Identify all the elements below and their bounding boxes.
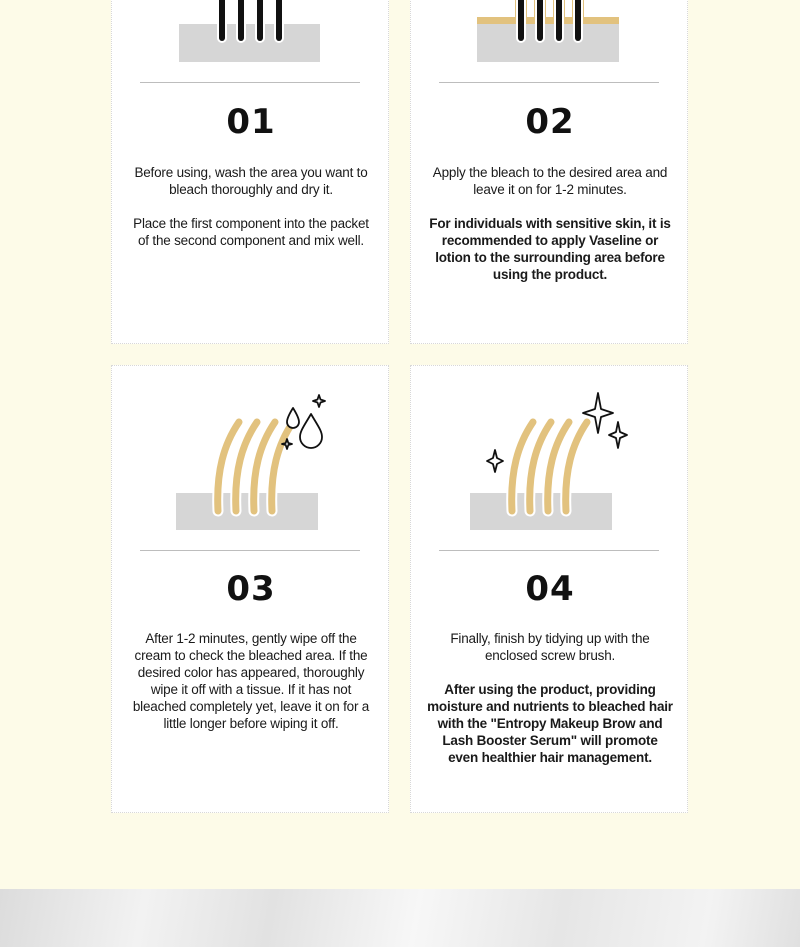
bleached-hair-sparkles-icon: [411, 366, 689, 541]
bleach-applied-hair-icon: [411, 0, 689, 75]
step-description: [128, 164, 374, 266]
step-description: [427, 164, 673, 300]
step-card-2: [410, 0, 688, 344]
step-number: 03: [226, 569, 276, 609]
instruction-text: Apply the bleach to the desired area and leave it on for 1-2 minutes.: [432, 165, 668, 197]
step-card-4: [410, 365, 688, 813]
step-card-3: [111, 365, 389, 813]
divider: [140, 82, 360, 83]
black-hair-on-skin-icon: [112, 0, 390, 75]
step-description: [128, 630, 374, 749]
divider: [439, 82, 659, 83]
aftercare-note: After using the product, providing moisture and nutrients to bleached hair with the "Entropy Makeup Brow and Lash Booster Serum" will promote even healthier hair management.: [427, 682, 673, 765]
step-number: 04: [525, 569, 575, 609]
caution-note: For individuals with sensitive skin, it is recommended to apply Vaseline or lotion to the surrounding area before using the product.: [429, 216, 671, 282]
step-number: 02: [525, 102, 575, 142]
instruction-text: Finally, finish by tidying up with the enclosed screw brush.: [450, 631, 650, 663]
divider: [140, 550, 360, 551]
divider: [439, 550, 659, 551]
instruction-text: Place the first component into the packet of the second component and mix well.: [133, 216, 369, 248]
instruction-text: After 1-2 minutes, gently wipe off the cream to check the bleached area. If the desired color has appeared, thoroughly wipe it off with a tissue. If it has not bleached completely yet, leave it on for a little longer before wiping it off.: [132, 631, 370, 731]
step-number: 01: [226, 102, 276, 142]
step-card-1: [111, 0, 389, 344]
step-description: [427, 630, 673, 783]
bleached-hair-water-drops-icon: [112, 366, 390, 541]
product-texture-photo: [0, 889, 800, 947]
instruction-text: Before using, wash the area you want to bleach thoroughly and dry it.: [134, 165, 368, 197]
